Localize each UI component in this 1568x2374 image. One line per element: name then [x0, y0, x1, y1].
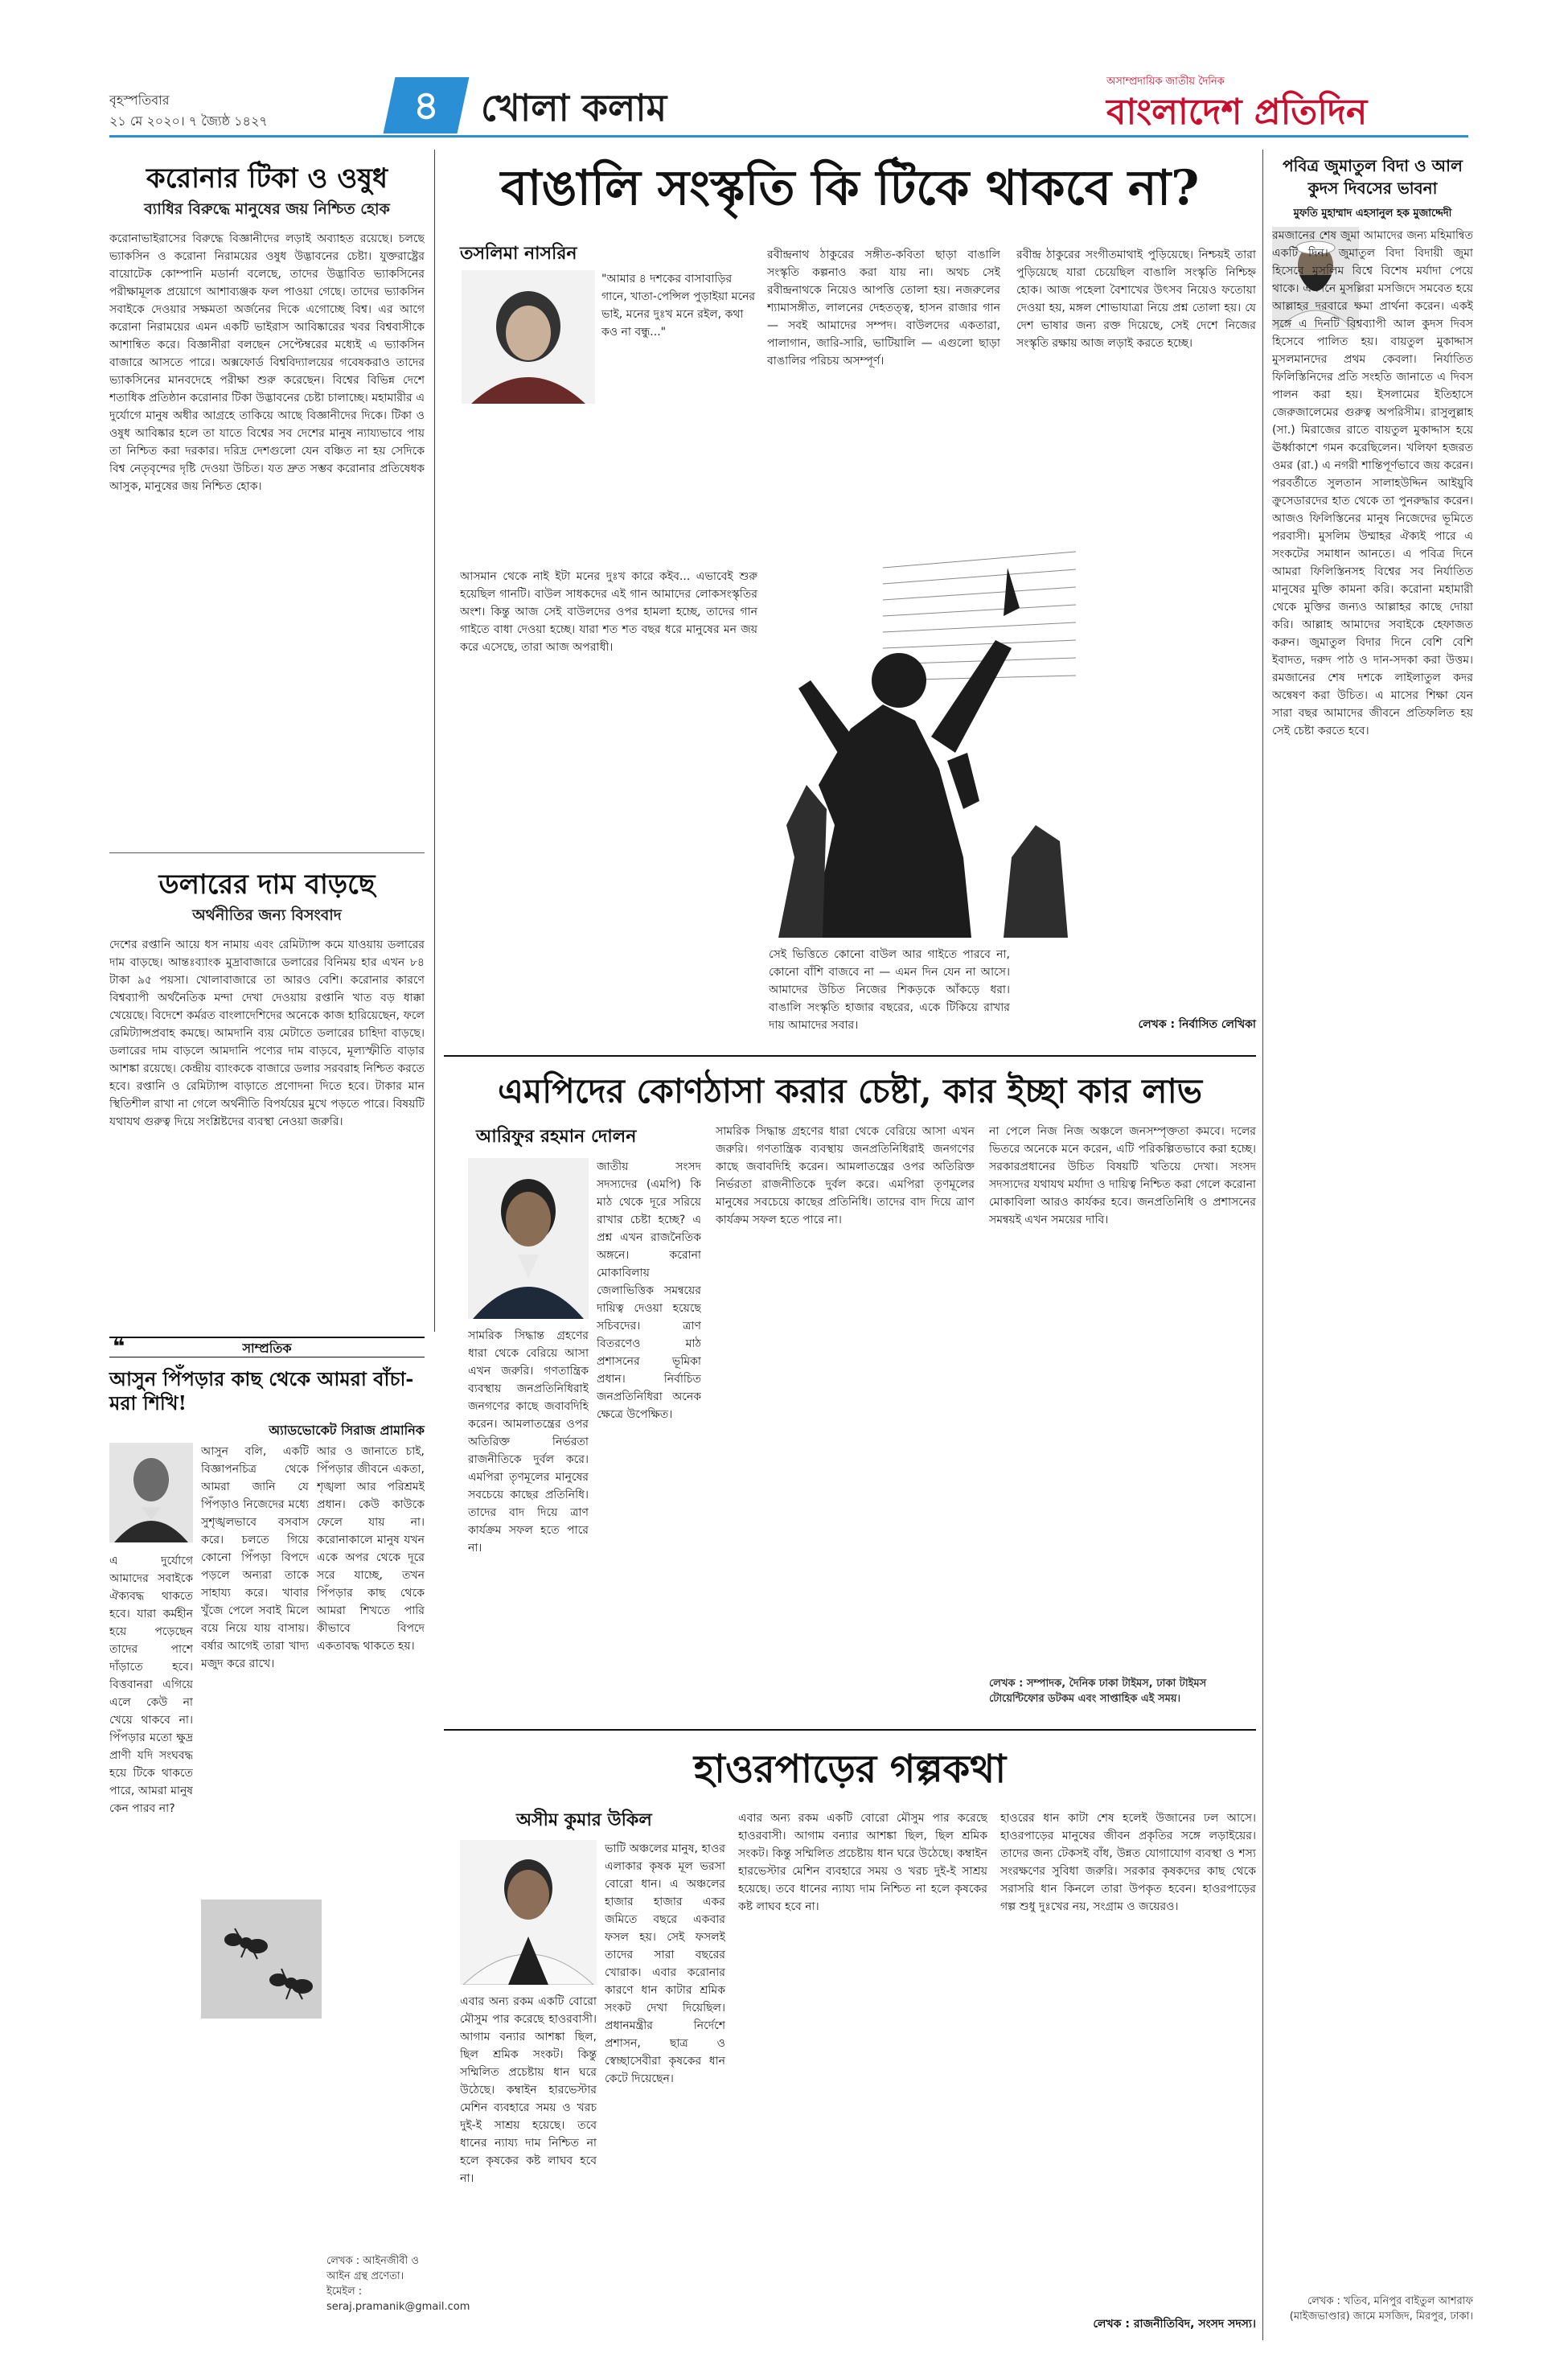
section-title: খোলা কলাম [481, 86, 667, 129]
culture-illustration [762, 520, 1084, 938]
section-divider [444, 1055, 1256, 1057]
sangskritik-label: সাম্প্রতিক [242, 1341, 292, 1356]
left-column [109, 150, 425, 1324]
haor-footer: লেখক : রাজনীতিবিদ, সংসদ সদস্য। [1093, 2318, 1256, 2331]
mp-author: আরিফুর রহমান দোলন [476, 1127, 637, 1147]
sangskritik-section [109, 1335, 470, 2340]
masthead-day: বৃহস্পতিবার [109, 92, 170, 108]
right-footer: লেখক : খতিব, মনিপুর বাইতুল আশরাফ (মাইজভাণ্ডার) জামে মসজিদ, মিরপুর, ঢাকা। [1289, 2295, 1473, 2323]
main-body-1: আসমান থেকে নাই ইটা মনের দুঃখ কারে কইব... এভাবেই শুরু হয়েছিল গানটি। বাউল সাধকদের এই গান আমাদের লোকসংস্কৃতির অংশ। কিন্তু আজ সেই বাউলদের ওপর হামলা হচ্ছে, তাদের গান গাইতে বাধা দেওয়া হচ্ছে। যারা শত শত বছর ধরে মানুষের মন জয় করে এসেছে, তারা আজ অপরাধী। [460, 570, 757, 654]
ants-illustration [201, 1900, 322, 2019]
main-body-4: সেই ভিত্তিতে কোনো বাউল আর গাইতে পারবে না, কোনো বাঁশি বাজবে না — এমন দিন যেন না আসে। আমাদের উচিত নিজের শিকড়কে আঁকড়ে ধরা। বাঙালি সংস্কৃতি হাজার বছরের, একে টিকিয়ে রাখার দায় আমাদের সবার। [769, 948, 1010, 1032]
mp-body-2: সামরিক সিদ্ধান্ত গ্রহণের ধারা থেকে বেরিয়ে আসা এখন জরুরি। গণতান্ত্রিক ব্যবস্থায় জনপ্রতিনিধিরাই জনগণের কাছে জবাবদিহি করেন। আমলাতন্ত্রের ওপর অতিরিক্ত নির্ভরতা রাজনীতিকে দুর্বল করে। এমপিরা তৃণমূলের মানুষের সবচেয়ে কাছের প্রতিনিধি। তাদের বাদ দিয়ে ত্রাণ কার্যক্রম সফল হতে পারে না। [716, 1125, 975, 1226]
main-poem: "আমার ৪ দশকের বাসাবাড়ির গানে, খাতা-পেন্সিল পুড়াইয়া মনের ভাই, মনের দুঃখ মনে রইল, কথা কও না বন্ধু..." [601, 273, 756, 339]
sangskritik-body-3: এ দুর্যোগে আমাদের সবাইকে ঐক্যবদ্ধ থাকতে হবে। যারা কর্মহীন হয়ে পড়েছেন তাদের পাশে দাঁড়াতে হবে। বিত্তবানরা এগিয়ে এলে কেউ না খেয়ে থাকবে না। পিঁপড়ার মতো ক্ষুদ্র প্রাণী যদি সংঘবদ্ধ হয়ে টিকে থাকতে পারে, আমরা মানুষ কেন পারব না? [109, 1555, 193, 1815]
mp-footer: লেখক : সম্পাদক, দৈনিক ঢাকা টাইমস, ঢাকা টাইমস টোয়েন্টিফোর ডটকম এবং সাপ্তাহিক এই সময়। [989, 1678, 1207, 1705]
paper-logo [1106, 74, 1476, 133]
column-rule [1262, 150, 1263, 2340]
haor-article [444, 1735, 1256, 2340]
sangskritik-body-1: আসুন বলি, একটি বিজ্ঞাপনচিত্র থেকে আমরা জানি যে পিঁপড়াও নিজেদের মধ্যে সুশৃঙ্খলভাবে বসবাস করে। চলতে গিয়ে কোনো পিঁপড়া বিপদে পড়লে অন্যরা তাকে সাহায্য করে। খাবার খুঁজে পেলে সবাই মিলে বয়ে নিয়ে যায় বাসায়। বর্ষার আগেই তারা খাদ্য মজুদ করে রাখে। [201, 1445, 309, 1670]
right-author: মুফতি মুহাম্মাদ এহসানুল হক মুজাদ্দেদী [1293, 207, 1452, 220]
sangskritik-author: অ্যাডভোকেট সিরাজ প্রামানিক [269, 1423, 425, 1438]
quote-icon: ❝ [113, 1335, 125, 1359]
main-author: তসলিমা নাসরিন [460, 244, 577, 264]
masthead [0, 0, 1568, 141]
haor-author: অসীম কুমার উকিল [516, 1810, 652, 1830]
masthead-date: ২১ মে ২০২০। ৭ জ্যৈষ্ঠ ১৪২৭ [109, 113, 268, 129]
right-headline: পবিত্র জুমাতুল বিদা ও আল কুদস দিবসের ভাবনা [1283, 156, 1463, 198]
mp-body-3: না পেলে নিজ নিজ অঞ্চলে জনসম্পৃক্ততা কমবে। দলের ভিতরে অনেকে মনে করেন, এটি পরিকল্পিতভাবে করা হচ্ছে। সরকারপ্রধানের উচিত বিষয়টি খতিয়ে দেখা। সংসদ সদস্যদের যথাযথ মর্যাদা ও দায়িত্ব নিশ্চিত করা গেলে করোনা মোকাবিলা আরও কার্যকর হবে। জনপ্রতিনিধি ও প্রশাসনের সমন্বয়ই এখন সময়ের দাবি। [989, 1125, 1256, 1226]
vaccine-subhead: ব্যাধির বিরুদ্ধে মানুষের জয় নিশ্চিত হোক [144, 200, 390, 218]
vaccine-headline: করোনার টিকা ও ওষুধ [146, 162, 388, 195]
sangskritik-body-2: আর ও জানাতে চাই, পিঁপড়ার জীবনে একতা, শৃঙ্খলা আর পরিশ্রমই প্রধান। কেউ কাউকে ফেলে যায় না। করোনাকালে মানুষ যখন একে অপর থেকে দূরে সরে যাচ্ছে, তখন পিঁপড়ার কাছ থেকে আমরা শিখতে পারি কীভাবে বিপদে একতাবদ্ধ থাকতে হয়। [317, 1445, 425, 1653]
haor-body-3: হাওরের ধান কাটা শেষ হলেই উজানের ঢল আসে। হাওরপাড়ের মানুষের জীবন প্রকৃতির সঙ্গে লড়াইয়ের। তাদের জন্য টেকসই বাঁধ, উন্নত যোগাযোগ ব্যবস্থা ও শস্য সংরক্ষণের সুবিধা জরুরি। সরকার কৃষকদের কাছ থেকে সরাসরি ধান কিনলে তারা উপকৃত হবেন। হাওরপাড়ের গল্প শুধু দুঃখের নয়, সংগ্রাম ও জয়েরও। [1000, 1812, 1256, 1913]
main-article [444, 150, 1256, 1050]
vaccine-body: করোনাভাইরাসের বিরুদ্ধে বিজ্ঞানীদের লড়াই অব্যাহত রয়েছে। চলছে ভ্যাকসিন ও করোনা নিরাময়ের ওষুধ উদ্ভাবনের চেষ্টা। যুক্তরাষ্ট্রের বায়োটেক কোম্পানি মডার্না বলেছে, তাদের উদ্ভাবিত ভ্যাকসিনের পরীক্ষামূলক প্রয়োগে আশাব্যঞ্জক ফল পাওয়া গেছে। তাদের ভ্যাকসিন সবাইকে দেওয়ার সক্ষমতা অর্জনের দিকে এগোচ্ছে বিশ্ব। এর আগে করোনা নিরাময়ের এমন একটি ভাইরাস আবিষ্কারের খবর বিশ্ববাসীকে আশান্বিত করে। বিজ্ঞানীরা বলছেন সেপ্টেম্বরের মধ্যেই এ ভ্যাকসিন বাজারে আসতে পারে। অক্সফোর্ড বিশ্ববিদ্যালয়ের গবেষকরাও তাদের ভ্যাকসিনের মানবদেহে পরীক্ষা শুরু করেছেন। বিশ্বের বিভিন্ন দেশে শতাধিক প্রতিষ্ঠান করোনার টিকা উদ্ভাবনের চেষ্টা চালাচ্ছে। মহামারীর এ দুর্যোগে মানুষ অধীর আগ্রহে তাকিয়ে আছে বিজ্ঞানীদের দিকে। টিকা ও ওষুধ আবিষ্কার হলে তা যাতে বিশ্বের সব দেশের মানুষ ন্যায্যভাবে পায় তা নিশ্চিত করা দরকার। দরিদ্র দেশগুলো যেন বঞ্চিত না হয় সেদিকে বিশ্ব নেতৃবৃন্দের দৃষ্টি দেওয়া উচিত। যত দ্রুত সম্ভব করোনার প্রতিষেধক আসুক, মানুষের জয় নিশ্চিত হোক। [109, 232, 425, 493]
mp-headline: এমপিদের কোণঠাসা করার চেষ্টা, কার ইচ্ছা কার লাভ [497, 1071, 1203, 1111]
right-column [1272, 150, 1473, 2340]
logo-wordmark: বাংলাদেশ প্রতিদিন [1106, 92, 1368, 133]
mp-author-photo [468, 1158, 589, 1319]
main-author-photo [462, 270, 595, 404]
left-divider [109, 852, 425, 853]
main-body-2: রবীন্দ্রনাথ ঠাকুরের সঙ্গীত-কবিতা ছাড়া বাঙালি সংস্কৃতি কল্পনাও করা যায় না। অথচ সেই রবীন্দ্রনাথকে নিয়েও আপত্তি তোলা হয়। নজরুলের শ্যামাসঙ্গীত, লালনের দেহতত্ত্ব, হাসন রাজার গান — সবই আমাদের সম্পদ। বাউলদের একতারা, পালাগান, জারি-সারি, ভাটিয়ালি — এগুলো ছাড়া বাঙালির পরিচয় অসম্পূর্ণ। [767, 248, 1000, 368]
author-photo [109, 1443, 193, 1542]
dollar-headline: ডলারের দাম বাড়ছে [158, 869, 376, 901]
column-rule [434, 150, 435, 1332]
haor-body-2: এবার অন্য রকম একটি বোরো মৌসুম পার করেছে হাওরবাসী। আগাম বন্যার আশঙ্কা ছিল, ছিল শ্রমিক সংকট। কিন্তু সম্মিলিত প্রচেষ্টায় ধান ঘরে উঠেছে। কম্বাইন হারভেস্টার মেশিন ব্যবহারে সময় ও খরচ দুই-ই সাশ্রয় হয়েছে। তবে ধানের ন্যায্য দাম নিশ্চিত না হলে কৃষকের কষ্ট লাঘব হবে না। [738, 1812, 987, 1913]
haor-body-1b: এবার অন্য রকম একটি বোরো মৌসুম পার করেছে হাওরবাসী। আগাম বন্যার আশঙ্কা ছিল, ছিল শ্রমিক সংকট। কিন্তু সম্মিলিত প্রচেষ্টায় ধান ঘরে উঠেছে। কম্বাইন হারভেস্টার মেশিন ব্যবহারে সময় ও খরচ দুই-ই সাশ্রয় হয়েছে। তবে ধানের ন্যায্য দাম নিশ্চিত না হলে কৃষকের কষ্ট লাঘব হবে না। [460, 1995, 597, 2185]
mp-article [444, 1062, 1256, 1721]
main-body-3: রবীন্দ্র ঠাকুরের সংগীতমাথাই পুড়িয়েছে। নিশ্চয়ই তারা পুড়িয়েছে যারা চেয়েছিল বাঙালি সংস্কৃতি নিশ্চিহ্ন হোক। আজ পহেলা বৈশাখের উৎসব নিয়েও ফতোয়া দেওয়া হয়, মঙ্গল শোভাযাত্রা নিয়ে প্রশ্ন তোলা হয়। যে দেশ ভাষার জন্য রক্ত দিয়েছে, সেই দেশে নিজের সংস্কৃতি রক্ষায় আজ লড়াই করতে হচ্ছে। [1016, 248, 1256, 350]
main-footer: লেখক : নির্বাসিত লেখিকা [1138, 1018, 1256, 1031]
mp-body-1: জাতীয় সংসদ সদস্যদের (এমপি) কি মাঠ থেকে দূরে সরিয়ে রাখার চেষ্টা হচ্ছে? এ প্রশ্ন এখন রাজনৈতিক অঙ্গনে। করোনা মোকাবিলায় জেলাভিত্তিক সমন্বয়ের দায়িত্ব দেওয়া হয়েছে সচিবদের। ত্রাণ বিতরণেও মাঠ প্রশাসনের ভূমিকা প্রধান। নির্বাচিত জনপ্রতিনিধিরা অনেক ক্ষেত্রে উপেক্ষিত। [597, 1160, 701, 1421]
dollar-body: দেশের রপ্তানি আয়ে ধস নামায় এবং রেমিট্যান্স কমে যাওয়ায় ডলারের দাম বাড়ছে। আন্তঃব্যাংক মুদ্রাবাজারে ডলারের বিনিময় হার এখন ৮৪ টাকা ৯৫ পয়সা। খোলাবাজারে তা আরও বেশি। করোনার কারণে বিশ্বব্যাপী অর্থনৈতিক মন্দা দেখা দেওয়ায় রপ্তানি খাত বড় ধাক্কা খেয়েছে। বিদেশে কর্মরত বাংলাদেশিদের অনেকে কাজ হারিয়েছেন, ফলে রেমিট্যান্সপ্রবাহ কমছে। আমদানি ব্যয় মেটাতে ডলারের চাহিদা বাড়ছে। ডলারের দাম বাড়লে আমদানি পণ্যের দাম বাড়বে, মূল্যস্ফীতি বাড়ার আশঙ্কা রয়েছে। কেন্দ্রীয় ব্যাংককে বাজারে ডলার সরবরাহ নিশ্চিত করতে হবে। রপ্তানি ও রেমিট্যান্স বাড়াতে প্রণোদনা দিতে হবে। টাকার মান স্থিতিশীল রাখা না গেলে অর্থনীতি বিপর্যয়ের মুখে পড়তে পারে। বিষয়টি যথাযথ গুরুত্ব দিয়ে সংশ্লিষ্টদের ব্যবস্থা নেওয়া জরুরি। [109, 939, 425, 1128]
haor-author-photo [460, 1840, 597, 1985]
main-headline: বাঙালি সংস্কৃতি কি টিকে থাকবে না? [500, 160, 1200, 216]
sangskritik-footer: লেখক : আইনজীবী ও আইন গ্রন্থ প্রণেতা। ইমেইল : seraj.pramanik@gmail.com [326, 2255, 470, 2313]
haor-body-1: ভাটি অঞ্চলের মানুষ, হাওর এলাকার কৃষক মূল ভরসা বোরো ধান। এ অঞ্চলের হাজার হাজার একর জমিতে বছরে একবার ফসল হয়। সেই ফসলই তাদের সারা বছরের খোরাক। এবার করোনার কারণে ধান কাটার শ্রমিক সংকট দেখা দিয়েছিল। প্রধানমন্ত্রীর নির্দেশে প্রশাসন, ছাত্র ও স্বেচ্ছাসেবীরা কৃষকের ধান কেটে দিয়েছেন। [605, 1842, 725, 2085]
haor-headline: হাওরপাড়ের গল্পকথা [693, 1747, 1007, 1792]
dollar-subhead: অর্থনীতির জন্য বিসংবাদ [192, 906, 342, 924]
page-number: ৪ [413, 82, 440, 129]
mp-body-1b: সামরিক সিদ্ধান্ত গ্রহণের ধারা থেকে বেরিয়ে আসা এখন জরুরি। গণতান্ত্রিক ব্যবস্থায় জনপ্রতিনিধিরাই জনগণের কাছে জবাবদিহি করেন। আমলাতন্ত্রের ওপর অতিরিক্ত নির্ভরতা রাজনীতিকে দুর্বল করে। এমপিরা তৃণমূলের মানুষের সবচেয়ে কাছের প্রতিনিধি। তাদের বাদ দিয়ে ত্রাণ কার্যক্রম সফল হতে পারে না। [468, 1329, 589, 1555]
right-body: রমজানের শেষ জুমা আমাদের জন্য মহিমান্বিত একটি দিন। জুমাতুল বিদা বিদায়ী জুমা হিসেবে মুসলিম বিশ্বে বিশেষ মর্যাদা পেয়ে থাকে। এ দিনে মুসল্লিরা মসজিদে সমবেত হয়ে আল্লাহর দরবারে ক্ষমা প্রার্থনা করেন। একই সঙ্গে এ দিনটি বিশ্বব্যাপী আল কুদস দিবস হিসেবে পালিত হয়। বায়তুল মুকাদ্দাস মুসলমানদের প্রথম কেবলা। নির্যাতিত ফিলিস্তিনিদের প্রতি সংহতি জানাতে এ দিবস পালন করা হয়। ইসলামের ইতিহাসে জেরুজালেমের গুরুত্ব অপরিসীম। রাসুলুল্লাহ (সা.) মিরাজের রাতে বায়তুল মুকাদ্দাস হয়ে ঊর্ধ্বাকাশে গমন করেছিলেন। খলিফা হজরত ওমর (রা.) এ নগরী শান্তিপূর্ণভাবে জয় করেন। পরবর্তীতে সুলতান সালাহউদ্দিন আইয়ুবি ক্রুসেডারদের হাত থেকে তা পুনরুদ্ধার করেন। আজও ফিলিস্তিনের মানুষ নিজেদের ভূমিতে পরবাসী। মুসলিম উম্মাহর ঐক্যই পারে এ সংকটের সমাধান আনতে। এ পবিত্র দিনে আমরা ফিলিস্তিনসহ বিশ্বের সব নির্যাতিত মানুষের মুক্তি কামনা করি। করোনা মহামারী থেকে মুক্তির জন্যও আল্লাহর কাছে দোয়া করি। আল্লাহ আমাদের সবাইকে হেফাজত করুন। জুমাতুল বিদার দিনে বেশি বেশি ইবাদত, দরুদ পাঠ ও দান-সদকা করা উত্তম। রমজানের শেষ দশকে লাইলাতুল কদর অন্বেষণ করা উচিত। এ মাসের শিক্ষা যেন সারা বছর আমাদের জীবনে প্রতিফলিত হয় সেই চেষ্টা করতে হবে। [1272, 229, 1473, 737]
section-divider [444, 1729, 1256, 1731]
sangskritik-headline: আসুন পিঁপড়ার কাছ থেকে আমরা বাঁচা-মরা শিখি! [109, 1367, 414, 1415]
logo-tagline: অসাম্প্রদায়িক জাতীয় দৈনিক [1106, 76, 1225, 88]
